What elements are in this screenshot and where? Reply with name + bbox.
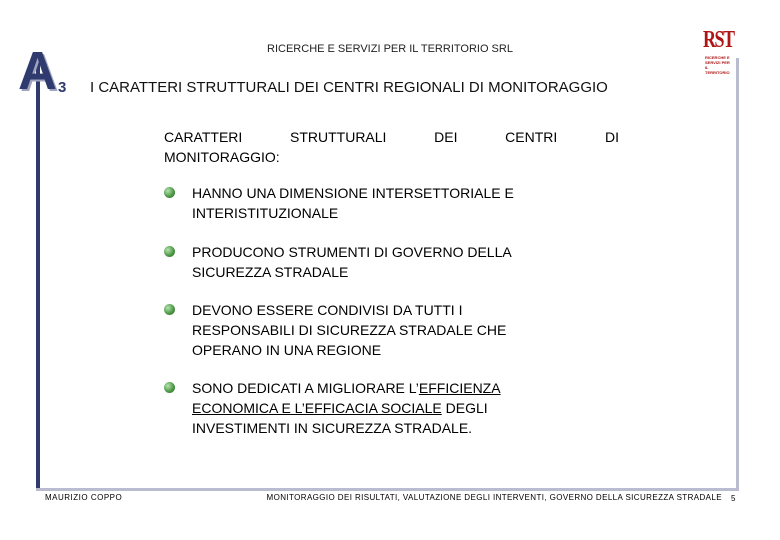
footer-caption: MONITORAGGIO DEI RISULTATI, VALUTAZIONE DEGLI INTERVENTI, GOVERNO DELLA SICUREZZA STRADALE [266, 493, 722, 502]
bullet-line: OPERANO IN UNA REGIONE [192, 342, 382, 358]
bullet-text [192, 300, 584, 360]
intro-line-1 [164, 127, 619, 147]
bullet-dot-icon [164, 187, 175, 198]
bullet-text-part: DEGLI [441, 400, 488, 416]
frame-left-border [36, 58, 40, 490]
bullet-dot-icon [164, 246, 175, 257]
bullet-text [192, 183, 584, 223]
intro-paragraph [164, 127, 619, 167]
intro-word: DI [604, 129, 619, 145]
underlined-text: EFFICIENZA [418, 380, 501, 396]
bullet-text [192, 242, 584, 282]
bullet-line: HANNO UNA DIMENSIONE INTERSETTORIALE E [192, 185, 514, 201]
rst-logo [703, 25, 734, 83]
section-logo-letter: A [18, 41, 57, 101]
intro-line-2: MONITORAGGIO: [164, 149, 280, 165]
intro-word: DEI [434, 129, 458, 145]
bullet-dot-icon [164, 304, 175, 315]
bullet-dot-icon [164, 382, 175, 393]
company-name: RICERCHE E SERVIZI PER IL TERRITORIO SRL [267, 43, 513, 55]
bullet-line: RESPONSABILI DI SICUREZZA STRADALE CHE [192, 322, 507, 338]
bullet-line: INVESTIMENTI IN SICUREZZA STRADALE. [192, 420, 473, 436]
bullet-line: SICUREZZA STRADALE [192, 264, 349, 280]
frame-bottom-border [36, 488, 739, 491]
bullet-text [192, 378, 584, 438]
slide-title: I CARATTERI STRUTTURALI DEI CENTRI REGIONALI DI MONITORAGGIO [90, 79, 608, 96]
footer-author: MAURIZIO COPPO [45, 493, 123, 502]
bullet-line: INTERISTITUZIONALE [192, 205, 339, 221]
intro-word: STRUTTURALI [290, 129, 387, 145]
bullet-line [192, 378, 584, 398]
intro-word: CENTRI [505, 129, 558, 145]
bullet-text-part: SONO DEDICATI A MIGLIORARE L’ [192, 380, 419, 396]
rst-logo-letters: RST [703, 27, 734, 53]
intro-word: CARATTERI [164, 129, 243, 145]
underlined-text: ECONOMICA E L’EFFICACIA SOCIALE [192, 400, 442, 416]
section-logo-number: 3 [58, 79, 67, 96]
bullet-line [192, 398, 584, 418]
page-number: 5 [731, 494, 736, 503]
bullet-line: DEVONO ESSERE CONDIVISI DA TUTTI I [192, 302, 463, 318]
frame-right-border [736, 58, 739, 490]
bullet-line: PRODUCONO STRUMENTI DI GOVERNO DELLA [192, 244, 512, 260]
rst-logo-subtitle: RICERCHE E SERVIZI PER IL TERRITORIO [705, 55, 730, 75]
